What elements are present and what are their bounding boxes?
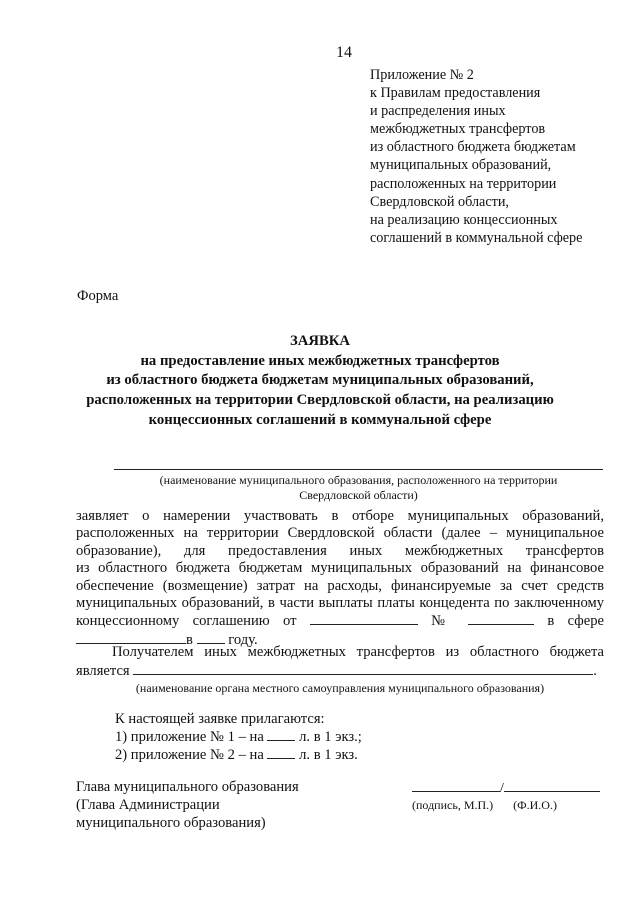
signature-fields bbox=[412, 779, 600, 797]
in-sphere-text: в сфере bbox=[547, 613, 604, 630]
attachment-item bbox=[115, 728, 362, 746]
signatory-line: муниципального образования) bbox=[76, 815, 266, 831]
appendix-header bbox=[370, 66, 582, 247]
appendix-line: Свердловской области, bbox=[370, 193, 509, 210]
recipient-caption: (наименование органа местного самоуправления муниципального образования) bbox=[135, 681, 545, 695]
recipient-prefix: является bbox=[76, 663, 130, 679]
appendix-line: из областного бюджета бюджетам bbox=[370, 139, 576, 156]
title-line: на предоставление иных межбюджетных трансфертов bbox=[140, 352, 500, 369]
recipient-name-field[interactable] bbox=[133, 662, 593, 675]
attachment-1-pages-field[interactable] bbox=[267, 728, 295, 741]
appendix-line: расположенных на территории bbox=[370, 175, 557, 192]
appendix-line: к Правилам предоставления bbox=[370, 85, 541, 102]
year-field[interactable] bbox=[197, 631, 225, 644]
title-line: расположенных на территории Свердловской области, на реализацию bbox=[86, 392, 554, 409]
caption-line: Свердловской области) bbox=[299, 488, 418, 502]
appendix-line: Приложение № 2 bbox=[370, 67, 474, 83]
appendix-line: на реализацию концессионных bbox=[370, 211, 558, 228]
caption-line: (наименование муниципального образования, расположенного на территории bbox=[159, 473, 558, 487]
title-heading: ЗАЯВКА bbox=[289, 333, 351, 349]
agreement-number-field[interactable] bbox=[468, 612, 534, 625]
statement-paragraph bbox=[76, 508, 604, 649]
agreement-date-field[interactable] bbox=[310, 612, 418, 625]
signature-separator: / bbox=[500, 781, 504, 796]
signatory-line: (Глава Администрации bbox=[76, 797, 220, 813]
appendix-line: и распределения иных bbox=[370, 103, 506, 120]
year-text: году. bbox=[228, 631, 258, 648]
attachment-2-pages-field[interactable] bbox=[267, 746, 295, 759]
statement-line: обеспечение (возмещение) затрат на расходы, финансируемые за счет средств bbox=[76, 577, 604, 594]
appendix-line: соглашений в коммунальной сфере bbox=[370, 229, 583, 246]
document-title bbox=[60, 332, 580, 431]
attachment-suffix: л. в 1 экз. bbox=[299, 747, 358, 763]
attachments-list bbox=[115, 710, 362, 764]
in-text: в bbox=[186, 631, 193, 648]
statement-line: образование), для предоставления иных межбюджетных трансфертов bbox=[76, 542, 604, 559]
full-name-field[interactable] bbox=[504, 779, 600, 792]
municipality-name-field[interactable] bbox=[114, 469, 603, 470]
caption-sign: (подпись, М.П.) bbox=[412, 798, 494, 812]
recipient-line-1: Получателем иных межбюджетных трансфертов из областного бюджета bbox=[112, 644, 604, 660]
attachment-prefix: 1) приложение № 1 – на bbox=[115, 729, 264, 745]
signature-field[interactable] bbox=[412, 779, 500, 792]
title-line: из областного бюджета бюджетам муниципальных образований, bbox=[106, 372, 534, 389]
attachment-suffix: л. в 1 экз.; bbox=[299, 729, 362, 745]
municipality-caption bbox=[114, 473, 603, 503]
appendix-line: муниципальных образований, bbox=[370, 157, 552, 174]
signature-caption bbox=[412, 798, 557, 813]
statement-line: расположенных на территории Свердловской области (далее – муниципальное bbox=[76, 525, 604, 542]
signatory-block bbox=[76, 778, 299, 832]
attachment-item bbox=[115, 746, 362, 764]
recipient-end: . bbox=[593, 663, 597, 679]
statement-line: заявляет о намерении участвовать в отборе муниципальных образований, bbox=[76, 508, 604, 524]
attachment-prefix: 2) приложение № 2 – на bbox=[115, 747, 264, 763]
recipient-line-2 bbox=[76, 662, 604, 680]
agreement-line bbox=[76, 612, 604, 630]
page-number: 14 bbox=[336, 44, 352, 61]
title-line: концессионных соглашений в коммунальной сфере bbox=[148, 411, 492, 428]
attachments-intro: К настоящей заявке прилагаются: bbox=[115, 711, 325, 727]
caption-name: (Ф.И.О.) bbox=[513, 798, 557, 812]
signatory-line: Глава муниципального образования bbox=[76, 779, 299, 795]
form-label: Форма bbox=[77, 288, 119, 304]
agreement-prefix: концессионному соглашению от bbox=[76, 613, 297, 630]
appendix-line: межбюджетных трансфертов bbox=[370, 121, 546, 138]
sphere-field[interactable] bbox=[76, 631, 186, 644]
number-sign: № bbox=[431, 613, 455, 630]
statement-line: муниципальных образований, в части выплаты платы концедента по заключенному bbox=[76, 595, 604, 612]
statement-line: из областного бюджета бюджетам муниципальных образований на финансовое bbox=[76, 560, 604, 577]
